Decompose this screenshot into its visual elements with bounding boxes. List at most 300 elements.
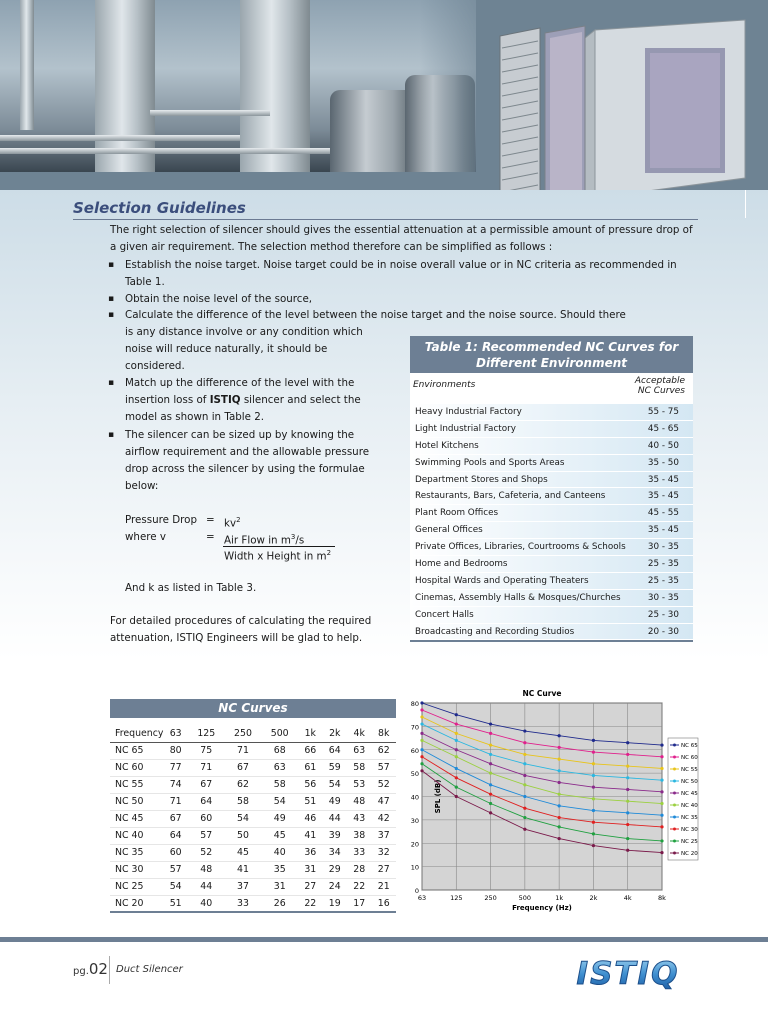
series-point bbox=[420, 722, 423, 725]
section-title: Selection Guidelines bbox=[73, 199, 246, 217]
nc-table-cell: 26 bbox=[261, 895, 298, 912]
table1-environment: Plant Room Offices bbox=[415, 508, 499, 519]
series-point bbox=[592, 774, 595, 777]
nc-table-row bbox=[110, 742, 396, 759]
bullet-5-line-3: drop across the silencer by using the formulae bbox=[125, 463, 365, 475]
series-point bbox=[626, 765, 629, 768]
page-label: Duct Silencer bbox=[116, 964, 183, 975]
nc-table-cell: 48 bbox=[188, 861, 225, 878]
legend-label: NC 50 bbox=[681, 779, 698, 785]
series-point bbox=[455, 767, 458, 770]
x-tick-label: 1k bbox=[555, 894, 564, 902]
nc-table-cell: 59 bbox=[323, 759, 347, 776]
legend-label: NC 40 bbox=[681, 803, 698, 809]
table1-nc-range: 25 - 35 bbox=[647, 575, 679, 586]
nc-table-cell: 62 bbox=[225, 776, 262, 793]
series-point bbox=[660, 802, 663, 805]
series-point bbox=[626, 753, 629, 756]
nc-table-cell: 52 bbox=[371, 776, 396, 793]
closing-line-2: attenuation, ISTIQ Engineers will be glad to help. bbox=[110, 632, 363, 644]
nc-table-cell: 27 bbox=[298, 878, 322, 895]
table1-nc-range: 40 - 50 bbox=[647, 440, 679, 451]
y-tick-label: 10 bbox=[410, 863, 419, 872]
series-point bbox=[558, 734, 561, 737]
intro-line-2: a given air requirement. The selection method therefore can be simplified as follows : bbox=[110, 241, 553, 253]
table1-nc-range: 35 - 45 bbox=[647, 474, 679, 485]
nc-table-cell: 74 bbox=[163, 776, 187, 793]
bullet-3: ▪ Calculate the difference of the level between the noise target and the noise source. Should there bbox=[125, 307, 626, 324]
legend-label: NC 30 bbox=[681, 827, 698, 833]
series-point bbox=[592, 739, 595, 742]
table1-environment: Private Offices, Libraries, Courtrooms & Schools bbox=[415, 542, 626, 553]
series-point bbox=[592, 821, 595, 824]
nc-table-cell: 37 bbox=[371, 827, 396, 844]
nc-table-cell: 71 bbox=[225, 742, 262, 759]
page-number: pg.02 bbox=[73, 960, 108, 978]
nc-table-cell: 60 bbox=[188, 810, 225, 827]
series-point bbox=[523, 795, 526, 798]
bullet-5-line-4: below: bbox=[125, 480, 159, 492]
nc-table-cell: 28 bbox=[347, 861, 371, 878]
nc-table-row-label: NC 50 bbox=[110, 793, 163, 810]
table1-header: Environments Acceptable NC Curves bbox=[410, 373, 693, 404]
series-point bbox=[455, 748, 458, 751]
bullet-5: ▪ The silencer can be sized up by knowing the bbox=[125, 427, 354, 444]
nc-table-cell: 68 bbox=[261, 742, 298, 759]
series-point bbox=[455, 732, 458, 735]
series-point bbox=[558, 769, 561, 772]
table1-row bbox=[410, 624, 693, 641]
y-tick-label: 40 bbox=[410, 793, 419, 802]
x-axis-label: Frequency (Hz) bbox=[512, 904, 572, 912]
series-point bbox=[626, 788, 629, 791]
nc-table-cell: 36 bbox=[298, 844, 322, 861]
y-tick-label: 80 bbox=[410, 700, 419, 708]
nc-table-cell: 62 bbox=[371, 742, 396, 759]
nc-table-cell: 58 bbox=[347, 759, 371, 776]
nc-table-row bbox=[110, 895, 396, 912]
nc-curve-chart bbox=[400, 686, 700, 922]
nc-table-cell: 29 bbox=[323, 861, 347, 878]
table1-nc-range: 25 - 30 bbox=[647, 609, 679, 620]
series-point bbox=[660, 790, 663, 793]
x-tick-label: 500 bbox=[518, 894, 532, 902]
nc-table-cell: 24 bbox=[323, 878, 347, 895]
nc-table-cell: 58 bbox=[261, 776, 298, 793]
nc-table-row-label: NC 45 bbox=[110, 810, 163, 827]
nc-table-cell: 67 bbox=[188, 776, 225, 793]
nc-table-cell: 56 bbox=[298, 776, 322, 793]
nc-table-cell: 61 bbox=[298, 759, 322, 776]
table1-row bbox=[410, 488, 693, 505]
table1-row bbox=[410, 590, 693, 607]
nc-table-header-row bbox=[110, 725, 396, 742]
nc-table-cell: 51 bbox=[163, 895, 187, 912]
series-point bbox=[489, 722, 492, 725]
series-point bbox=[523, 816, 526, 819]
series-point bbox=[455, 795, 458, 798]
table1-row bbox=[410, 556, 693, 573]
nc-table-cell: 40 bbox=[188, 895, 225, 912]
nc-table-cell: 49 bbox=[323, 793, 347, 810]
table1-row bbox=[410, 472, 693, 489]
y-axis-label: SPL (dB) bbox=[434, 779, 442, 814]
nc-table-cell: 54 bbox=[225, 810, 262, 827]
table1-nc-range: 35 - 45 bbox=[647, 491, 679, 502]
table1-environment: Broadcasting and Recording Studios bbox=[415, 626, 575, 637]
series-point bbox=[489, 753, 492, 756]
nc-table-cell: 51 bbox=[298, 793, 322, 810]
series-point bbox=[489, 811, 492, 814]
series-point bbox=[489, 762, 492, 765]
series-point bbox=[558, 781, 561, 784]
formula-label-1: Pressure Drop bbox=[125, 514, 198, 526]
x-tick-label: 8k bbox=[658, 894, 666, 902]
series-point bbox=[558, 758, 561, 761]
nc-table-header-cell: 63 bbox=[163, 725, 187, 742]
x-tick-label: 2k bbox=[589, 894, 598, 902]
series-point bbox=[455, 786, 458, 789]
series-point bbox=[523, 783, 526, 786]
table1-row bbox=[410, 455, 693, 472]
nc-table-cell: 35 bbox=[261, 861, 298, 878]
nc-table-cell: 77 bbox=[163, 759, 187, 776]
k-note: And k as listed in Table 3. bbox=[125, 582, 257, 594]
nc-table-cell: 32 bbox=[371, 844, 396, 861]
x-tick-label: 63 bbox=[417, 894, 427, 902]
series-point bbox=[420, 701, 423, 704]
nc-table-cell: 41 bbox=[225, 861, 262, 878]
series-point bbox=[523, 762, 526, 765]
y-tick-label: 20 bbox=[410, 840, 419, 849]
nc-table-cell: 47 bbox=[371, 793, 396, 810]
legend-label: NC 60 bbox=[681, 755, 698, 761]
legend-label: NC 45 bbox=[681, 791, 698, 797]
closing-line-1: For detailed procedures of calculating the required bbox=[110, 615, 372, 627]
nc-table-header-cell: 2k bbox=[323, 725, 347, 742]
series-point bbox=[420, 715, 423, 718]
nc-table-cell: 75 bbox=[188, 742, 225, 759]
nc-table-header-cell: 8k bbox=[371, 725, 396, 742]
formula-rhs-1: $kv^2$ bbox=[224, 516, 241, 530]
series-point bbox=[558, 825, 561, 828]
series-point bbox=[626, 776, 629, 779]
series-point bbox=[489, 793, 492, 796]
legend-marker bbox=[673, 828, 676, 831]
x-tick-label: 125 bbox=[450, 894, 463, 902]
series-point bbox=[626, 849, 629, 852]
nc-table-cell: 21 bbox=[371, 878, 396, 895]
nc-table-cell: 16 bbox=[371, 895, 396, 912]
series-point bbox=[592, 786, 595, 789]
legend-marker bbox=[673, 852, 676, 855]
table1-environment: Light Industrial Factory bbox=[415, 423, 516, 434]
nc-table-row bbox=[110, 793, 396, 810]
legend-label: NC 20 bbox=[681, 851, 698, 857]
series-point bbox=[626, 741, 629, 744]
nc-table-cell: 63 bbox=[261, 759, 298, 776]
series-point bbox=[420, 732, 423, 735]
series-point bbox=[489, 743, 492, 746]
series-point bbox=[626, 837, 629, 840]
series-point bbox=[660, 767, 663, 770]
header-banner bbox=[0, 0, 768, 190]
nc-table-header-cell: 500 bbox=[261, 725, 298, 742]
nc-table-header-cell: Frequency bbox=[110, 725, 163, 742]
nc-table-cell: 40 bbox=[261, 844, 298, 861]
nc-table-cell: 64 bbox=[188, 793, 225, 810]
series-point bbox=[455, 713, 458, 716]
nc-table-row-label: NC 55 bbox=[110, 776, 163, 793]
nc-table-cell: 46 bbox=[298, 810, 322, 827]
table1-row bbox=[410, 404, 693, 421]
chart-title: NC Curve bbox=[522, 689, 562, 698]
legend-marker bbox=[673, 756, 676, 759]
table1-nc-range: 30 - 35 bbox=[647, 592, 679, 603]
series-point bbox=[455, 739, 458, 742]
series-point bbox=[592, 750, 595, 753]
nc-table-row bbox=[110, 776, 396, 793]
silencer-illustration bbox=[490, 8, 760, 190]
series-point bbox=[489, 772, 492, 775]
bullet-3-line-4: considered. bbox=[125, 360, 185, 372]
nc-table-cell: 45 bbox=[261, 827, 298, 844]
series-point bbox=[592, 797, 595, 800]
nc-table-row bbox=[110, 827, 396, 844]
nc-table-cell: 34 bbox=[323, 844, 347, 861]
bullet-1-cont: Table 1. bbox=[125, 276, 165, 288]
nc-table-cell: 71 bbox=[188, 759, 225, 776]
nc-table-row-label: NC 40 bbox=[110, 827, 163, 844]
series-point bbox=[455, 722, 458, 725]
nc-table-cell: 37 bbox=[225, 878, 262, 895]
legend-marker bbox=[673, 768, 676, 771]
y-tick-label: 50 bbox=[410, 770, 419, 779]
nc-table-cell: 67 bbox=[163, 810, 187, 827]
table1-environment: Hospital Wards and Operating Theaters bbox=[415, 575, 589, 586]
legend-label: NC 65 bbox=[681, 743, 698, 749]
series-point bbox=[660, 779, 663, 782]
nc-table-cell: 39 bbox=[323, 827, 347, 844]
series-point bbox=[420, 748, 423, 751]
table1-nc-range: 55 - 75 bbox=[647, 407, 679, 417]
nc-table-cell: 57 bbox=[371, 759, 396, 776]
nc-table-cell: 48 bbox=[347, 793, 371, 810]
nc-table-cell: 64 bbox=[163, 827, 187, 844]
series-point bbox=[420, 739, 423, 742]
nc-table-cell: 19 bbox=[323, 895, 347, 912]
nc-table-cell: 67 bbox=[225, 759, 262, 776]
nc-table-row-label: NC 25 bbox=[110, 878, 163, 895]
series-point bbox=[558, 816, 561, 819]
nc-table-cell: 33 bbox=[347, 844, 371, 861]
istiq-logo bbox=[558, 952, 698, 992]
table1-environment: General Offices bbox=[415, 525, 483, 536]
series-point bbox=[660, 814, 663, 817]
x-tick-label: 250 bbox=[484, 894, 497, 902]
table1-row bbox=[410, 522, 693, 539]
nc-table-cell: 57 bbox=[163, 861, 187, 878]
y-tick-label: 30 bbox=[410, 816, 419, 825]
nc-table-cell: 49 bbox=[261, 810, 298, 827]
series-point bbox=[420, 755, 423, 758]
nc-table-row bbox=[110, 861, 396, 878]
table1-environment: Hotel Kitchens bbox=[415, 440, 479, 451]
table1-nc-range: 35 - 45 bbox=[647, 525, 679, 536]
formula-numerator: Air Flow in $m^3/s$ bbox=[224, 533, 305, 547]
bullet-5-line-2: airflow requirement and the allowable pressure bbox=[125, 446, 370, 458]
table1-nc-range: 20 - 30 bbox=[647, 626, 679, 637]
series-point bbox=[558, 746, 561, 749]
table1-nc-range: 30 - 35 bbox=[647, 542, 679, 553]
series-point bbox=[592, 809, 595, 812]
series-point bbox=[592, 844, 595, 847]
series-point bbox=[592, 832, 595, 835]
table1-row bbox=[410, 607, 693, 624]
nc-table-cell: 31 bbox=[261, 878, 298, 895]
nc-table-cell: 31 bbox=[298, 861, 322, 878]
title-divider bbox=[73, 219, 698, 220]
nc-table-cell: 64 bbox=[323, 742, 347, 759]
series-point bbox=[420, 762, 423, 765]
series-point bbox=[455, 776, 458, 779]
nc-table-row bbox=[110, 844, 396, 861]
series-point bbox=[558, 804, 561, 807]
nc-table-cell: 33 bbox=[225, 895, 262, 912]
nc-table-cell: 63 bbox=[347, 742, 371, 759]
table1-environment: Department Stores and Shops bbox=[415, 474, 548, 485]
nc-table-header-cell: 4k bbox=[347, 725, 371, 742]
formula-eq-1: = bbox=[206, 514, 215, 526]
series-point bbox=[523, 729, 526, 732]
logo-text: ISTIQ bbox=[576, 956, 680, 992]
nc-table-row-label: NC 20 bbox=[110, 895, 163, 912]
series-point bbox=[455, 755, 458, 758]
nc-table-header-cell: 250 bbox=[225, 725, 262, 742]
series-point bbox=[523, 753, 526, 756]
table1-nc-range: 25 - 35 bbox=[647, 559, 679, 570]
legend-marker bbox=[673, 780, 676, 783]
series-point bbox=[420, 708, 423, 711]
nc-table-row bbox=[110, 810, 396, 827]
nc-table-cell: 54 bbox=[261, 793, 298, 810]
nc-table-cell: 80 bbox=[163, 742, 187, 759]
legend-marker bbox=[673, 840, 676, 843]
nc-table-cell: 27 bbox=[371, 861, 396, 878]
legend-marker bbox=[673, 804, 676, 807]
nc-table-row bbox=[110, 759, 396, 776]
series-point bbox=[660, 851, 663, 854]
nc-table-caption: NC Curves bbox=[110, 699, 396, 718]
nc-table-cell: 54 bbox=[163, 878, 187, 895]
legend-label: NC 35 bbox=[681, 815, 698, 821]
series-point bbox=[420, 769, 423, 772]
x-tick-label: 4k bbox=[623, 894, 632, 902]
nc-table-cell: 52 bbox=[188, 844, 225, 861]
series-point bbox=[660, 839, 663, 842]
nc-table-cell: 22 bbox=[298, 895, 322, 912]
nc-table-cell: 42 bbox=[371, 810, 396, 827]
table1-row bbox=[410, 438, 693, 455]
table1-nc-range: 45 - 65 bbox=[647, 423, 679, 434]
series-point bbox=[489, 732, 492, 735]
series-point bbox=[626, 800, 629, 803]
industrial-photo bbox=[0, 0, 476, 172]
series-point bbox=[523, 807, 526, 810]
nc-table-cell: 44 bbox=[188, 878, 225, 895]
y-tick-label: 70 bbox=[410, 723, 419, 732]
nc-table-cell: 43 bbox=[347, 810, 371, 827]
series-point bbox=[523, 741, 526, 744]
table1-row bbox=[410, 539, 693, 556]
nc-table-header-cell: 125 bbox=[188, 725, 225, 742]
nc-table-row-label: NC 60 bbox=[110, 759, 163, 776]
series-point bbox=[489, 802, 492, 805]
intro-line-1: The right selection of silencer should gives the essential attenuation at a permissible amount of pressure drop of bbox=[110, 224, 693, 236]
legend-marker bbox=[673, 816, 676, 819]
nc-table-cell: 17 bbox=[347, 895, 371, 912]
footer-bar bbox=[0, 937, 768, 942]
legend-label: NC 55 bbox=[681, 767, 698, 773]
nc-table-cell: 53 bbox=[347, 776, 371, 793]
y-tick-label: 0 bbox=[414, 887, 419, 895]
formula-eq-2: = bbox=[206, 531, 215, 543]
nc-table-cell: 22 bbox=[347, 878, 371, 895]
series-point bbox=[592, 762, 595, 765]
series-point bbox=[626, 823, 629, 826]
table-recommended-nc bbox=[410, 336, 693, 642]
table1-environment: Home and Bedrooms bbox=[415, 559, 508, 570]
formula-label-2: where v bbox=[125, 531, 166, 543]
table1-environment: Restaurants, Bars, Cafeteria, and Canteens bbox=[415, 491, 606, 502]
bullet-4-line-3: model as shown in Table 2. bbox=[125, 411, 265, 423]
series-point bbox=[558, 837, 561, 840]
nc-curves-table bbox=[110, 699, 396, 913]
series-point bbox=[489, 783, 492, 786]
bullet-1: ▪ Establish the noise target. Noise target could be in noise overall value or in NC criteria as recommended in bbox=[125, 257, 677, 274]
table1-nc-range: 35 - 50 bbox=[647, 457, 679, 468]
formula-denominator: Width x Height in $m^2$ bbox=[224, 549, 332, 563]
table1-environment: Concert Halls bbox=[415, 609, 474, 620]
nc-table-cell: 44 bbox=[323, 810, 347, 827]
legend-marker bbox=[673, 744, 676, 747]
bullet-4-line-2: insertion loss of ISTIQ silencer and select the bbox=[125, 394, 361, 406]
series-point bbox=[660, 825, 663, 828]
series-point bbox=[660, 755, 663, 758]
bullet-4: ▪ Match up the difference of the level with the bbox=[125, 375, 354, 392]
table1-environment: Swimming Pools and Sports Areas bbox=[415, 457, 565, 468]
nc-table-cell: 54 bbox=[323, 776, 347, 793]
series-point bbox=[626, 811, 629, 814]
nc-table-row-label: NC 30 bbox=[110, 861, 163, 878]
bullet-2: ▪ Obtain the noise level of the source, bbox=[125, 291, 312, 308]
nc-table-cell: 41 bbox=[298, 827, 322, 844]
nc-table-cell: 38 bbox=[347, 827, 371, 844]
table1-nc-range: 45 - 55 bbox=[647, 508, 679, 519]
nc-table-cell: 45 bbox=[225, 844, 262, 861]
nc-table-row-label: NC 35 bbox=[110, 844, 163, 861]
series-point bbox=[523, 828, 526, 831]
nc-table-cell: 71 bbox=[163, 793, 187, 810]
table1-title: Table 1: Recommended NC Curves for Different Environment bbox=[410, 336, 693, 373]
y-tick-label: 60 bbox=[410, 746, 419, 755]
nc-table-cell: 57 bbox=[188, 827, 225, 844]
brand-istiq: ISTIQ bbox=[209, 394, 241, 406]
nc-table-row bbox=[110, 878, 396, 895]
nc-table-header-cell: 1k bbox=[298, 725, 322, 742]
series-point bbox=[523, 774, 526, 777]
table1-row bbox=[410, 421, 693, 438]
